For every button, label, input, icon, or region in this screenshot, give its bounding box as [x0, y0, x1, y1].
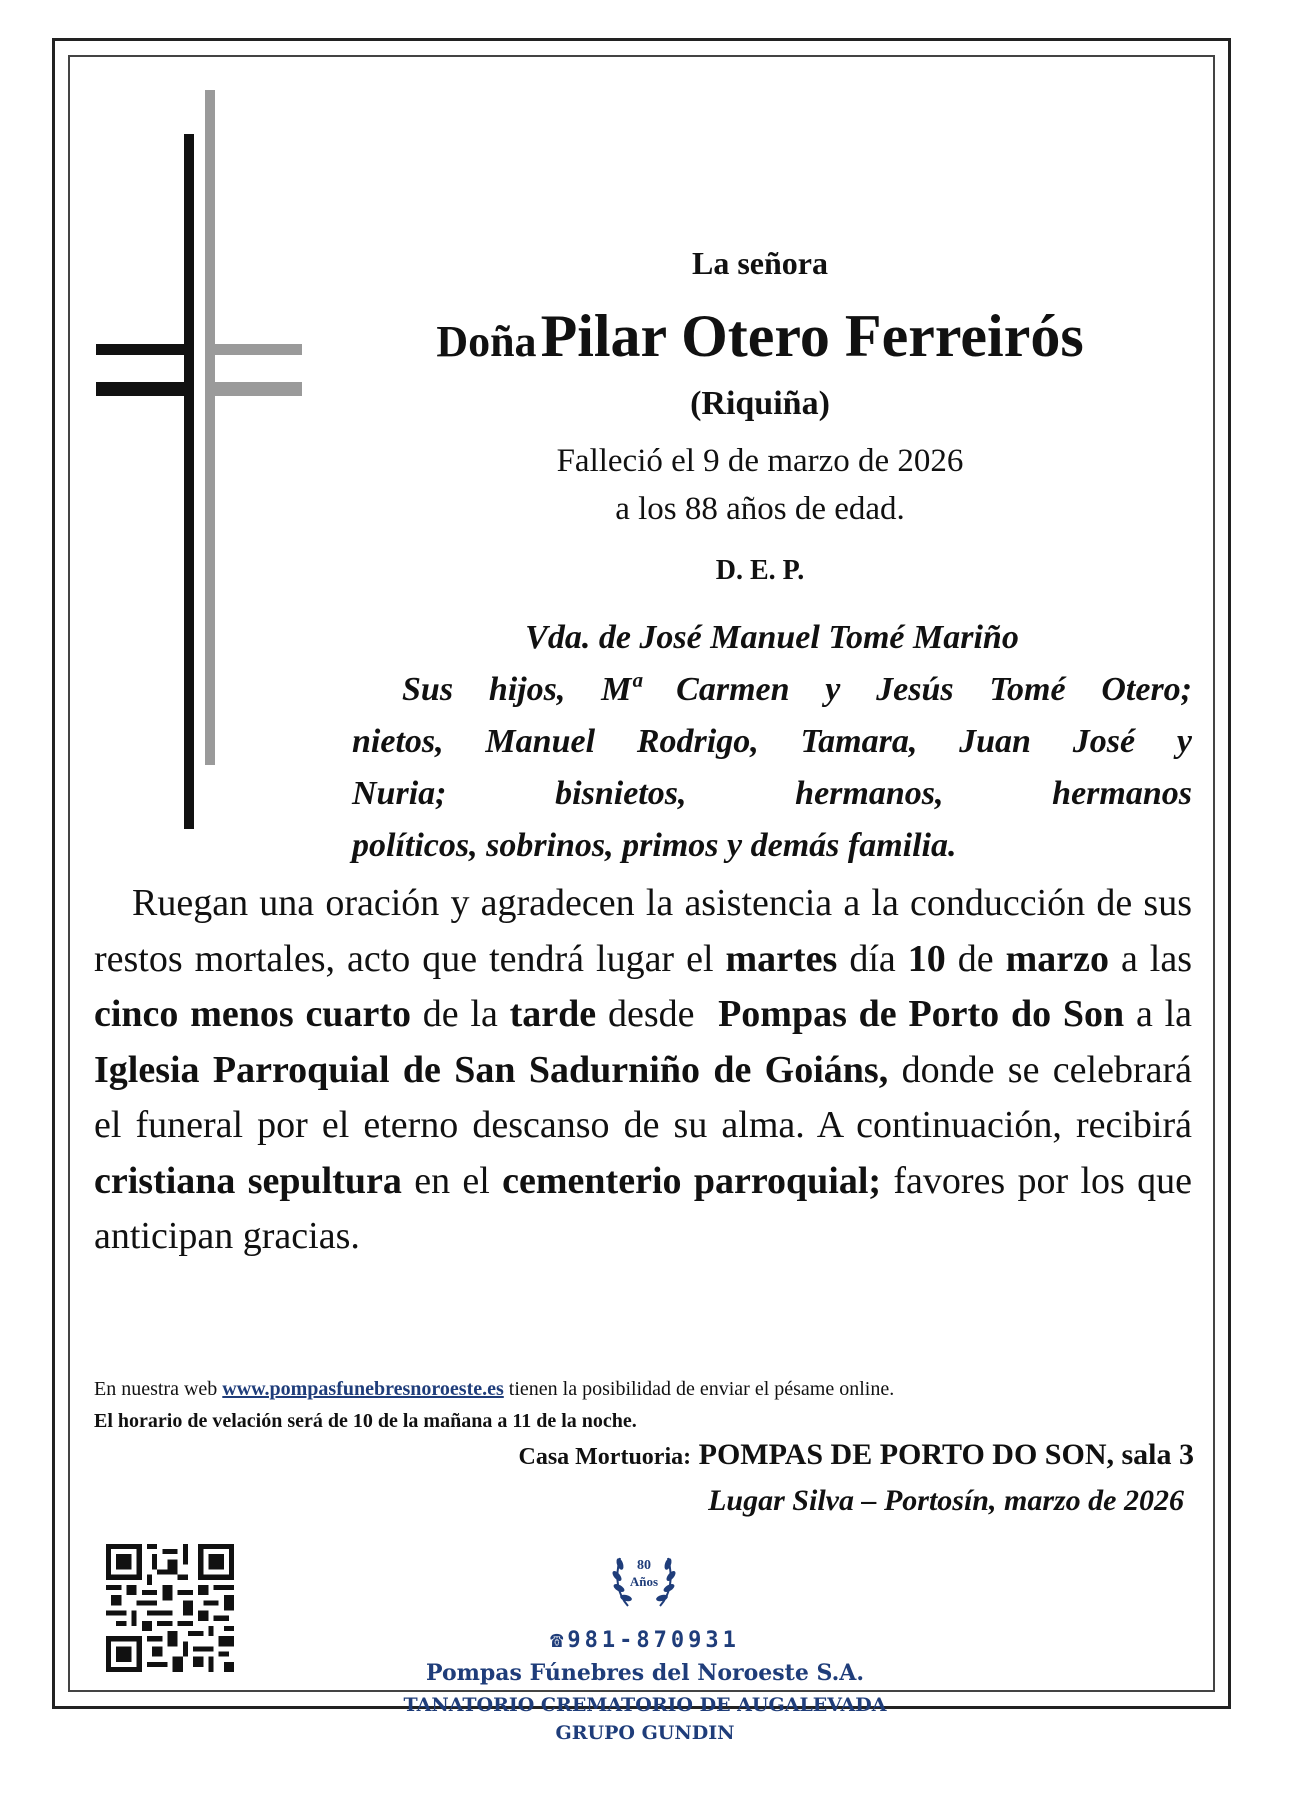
body-text-segment: día	[849, 937, 896, 980]
body-text-segment: de la	[422, 993, 498, 1035]
body-bold-segment: marzo	[1005, 937, 1109, 980]
body-bold-segment: tarde	[509, 993, 597, 1035]
web-prefix: En nuestra web	[94, 1378, 218, 1400]
nickname: (Riquiña)	[690, 385, 830, 422]
company-subtitle: TANATORIO CREMATORIO DE AUGALEVADA	[403, 1694, 887, 1716]
velacion-hours: El horario de velación será de 10 de la mañana a 11 de la noche.	[94, 1410, 637, 1432]
death-date: Falleció el 9 de marzo de 2026	[556, 443, 964, 479]
family-line: políticos, sobrinos, primos y demás familia.	[352, 827, 957, 864]
ceremony-text	[94, 876, 1192, 1265]
body-text-segment: desde	[607, 993, 695, 1035]
body-bold-segment: cementerio parroquial;	[502, 1159, 882, 1202]
body-text-segment: donde se celebrará el funeral por el eterno descanso de su alma. A continuación, recibirá	[94, 1048, 1193, 1146]
company-group: GRUPO GUNDIN	[555, 1722, 735, 1744]
casa-label: Casa Mortuoria:	[518, 1444, 692, 1470]
family-block	[352, 612, 1192, 872]
body-bold-segment: cristiana sepultura	[94, 1159, 402, 1202]
family-line: nietos, Manuel Rodrigo, Tamara, Juan José y	[352, 723, 1192, 760]
body-bold-segment: 10	[907, 937, 946, 980]
cross-gray-vertical	[205, 90, 215, 765]
body-text-segment: en el	[414, 1159, 490, 1202]
casa-value: POMPAS DE PORTO DO SON, sala 3	[698, 1438, 1194, 1471]
body-text-segment: favores por los que anticipan gracias.	[94, 1159, 1193, 1257]
family-line: Vda. de José Manuel Tomé Mariño	[525, 619, 1019, 656]
place-date: Lugar Silva – Portosín, marzo de 2026	[708, 1484, 1184, 1517]
web-suffix: tienen la posibilidad de enviar el pésame online.	[508, 1378, 895, 1400]
phone-value: 981-870931	[567, 1628, 740, 1653]
body-bold-segment: martes	[725, 937, 838, 980]
full-name: Pilar Otero Ferreirós	[540, 303, 1084, 369]
body-text-segment: a las	[1120, 937, 1193, 980]
deceased-name	[330, 302, 1190, 371]
badge-number: 80	[637, 1558, 651, 1573]
website-link[interactable]: www.pompasfunebresnoroeste.es	[222, 1378, 504, 1400]
cross-black-vertical	[184, 134, 194, 829]
cross-gray-bar-top	[205, 344, 302, 355]
body-text-segment: Ruegan una oración y agradecen la asistencia a la conducción de sus restos mortales, acto que tendrá lugar el	[94, 882, 1192, 980]
web-notice	[94, 1378, 1194, 1401]
death-age: a los 88 años de edad.	[615, 491, 905, 527]
laurel-badge-icon	[598, 1528, 690, 1620]
body-bold-segment: Pompas de Porto do Son	[718, 993, 1125, 1035]
death-info	[330, 437, 1190, 533]
cross-black-bar-top	[96, 344, 194, 355]
phone-number[interactable]	[535, 1628, 755, 1653]
family-line: Sus hijos, Mª Carmen y Jesús Tomé Otero;	[402, 671, 1192, 708]
body-bold-segment: cinco menos cuarto	[94, 993, 411, 1035]
qr-code-icon[interactable]	[106, 1544, 234, 1672]
badge-label: Años	[629, 1574, 659, 1589]
body-text-segment: de	[957, 937, 994, 980]
honorific: Doña	[436, 317, 537, 366]
phone-icon: ☎	[550, 1628, 568, 1653]
family-line: Nuria; bisnietos, hermanos, hermanos	[352, 775, 1192, 812]
body-bold-segment: Iglesia Parroquial de San Sadurniño de Goiáns,	[94, 1048, 889, 1091]
cross-black-bar-bottom	[96, 382, 194, 396]
casa-mortuoria	[518, 1438, 1194, 1472]
dep-text: D. E. P.	[715, 555, 805, 586]
intro-text: La señora	[692, 245, 828, 281]
cross-gray-bar-bottom	[205, 382, 302, 396]
company-name: Pompas Fúnebres del Noroeste S.A.	[426, 1660, 864, 1686]
body-text-segment: a la	[1135, 993, 1193, 1035]
